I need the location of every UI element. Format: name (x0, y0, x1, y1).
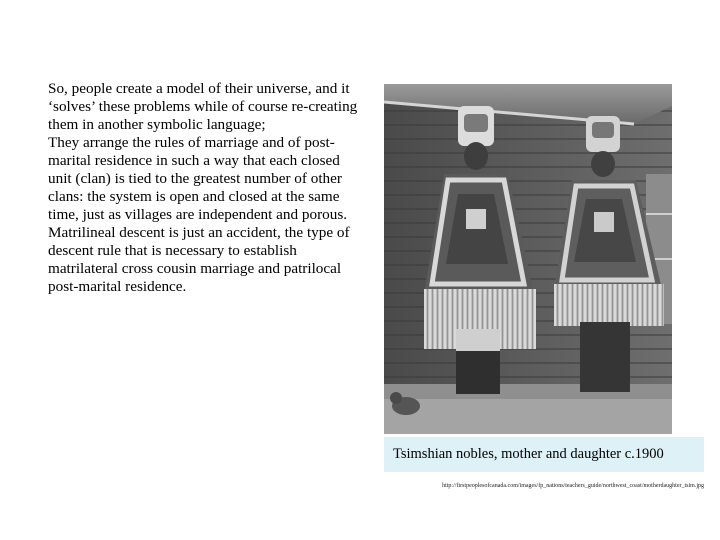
paragraph-1: So, people create a model of their universe, and it ‘solves’ these problems while of course re-creating them in another symbolic language; (48, 80, 358, 133)
photo-caption: Tsimshian nobles, mother and daughter c.1900 (384, 437, 704, 472)
body-text (48, 80, 366, 296)
paragraph-2: They arrange the rules of marriage and of post-marital residence in such a way that each closed unit (clan) is tied to the greatest number of other clans: the system is open and closed at the same time, just as villages are independent and porous. Matrilineal descent is just an accident, the type of descent rule that is necessary to establish matrilateral cross cousin marriage and patrilocal post-marital residence. (48, 134, 350, 295)
source-url: http://firstpeoplesofcanada.com/images/fp_nations/teachers_guide/northwest_coast/motherdaughter_tsim.jpg (442, 483, 704, 489)
historical-photo (384, 84, 672, 434)
